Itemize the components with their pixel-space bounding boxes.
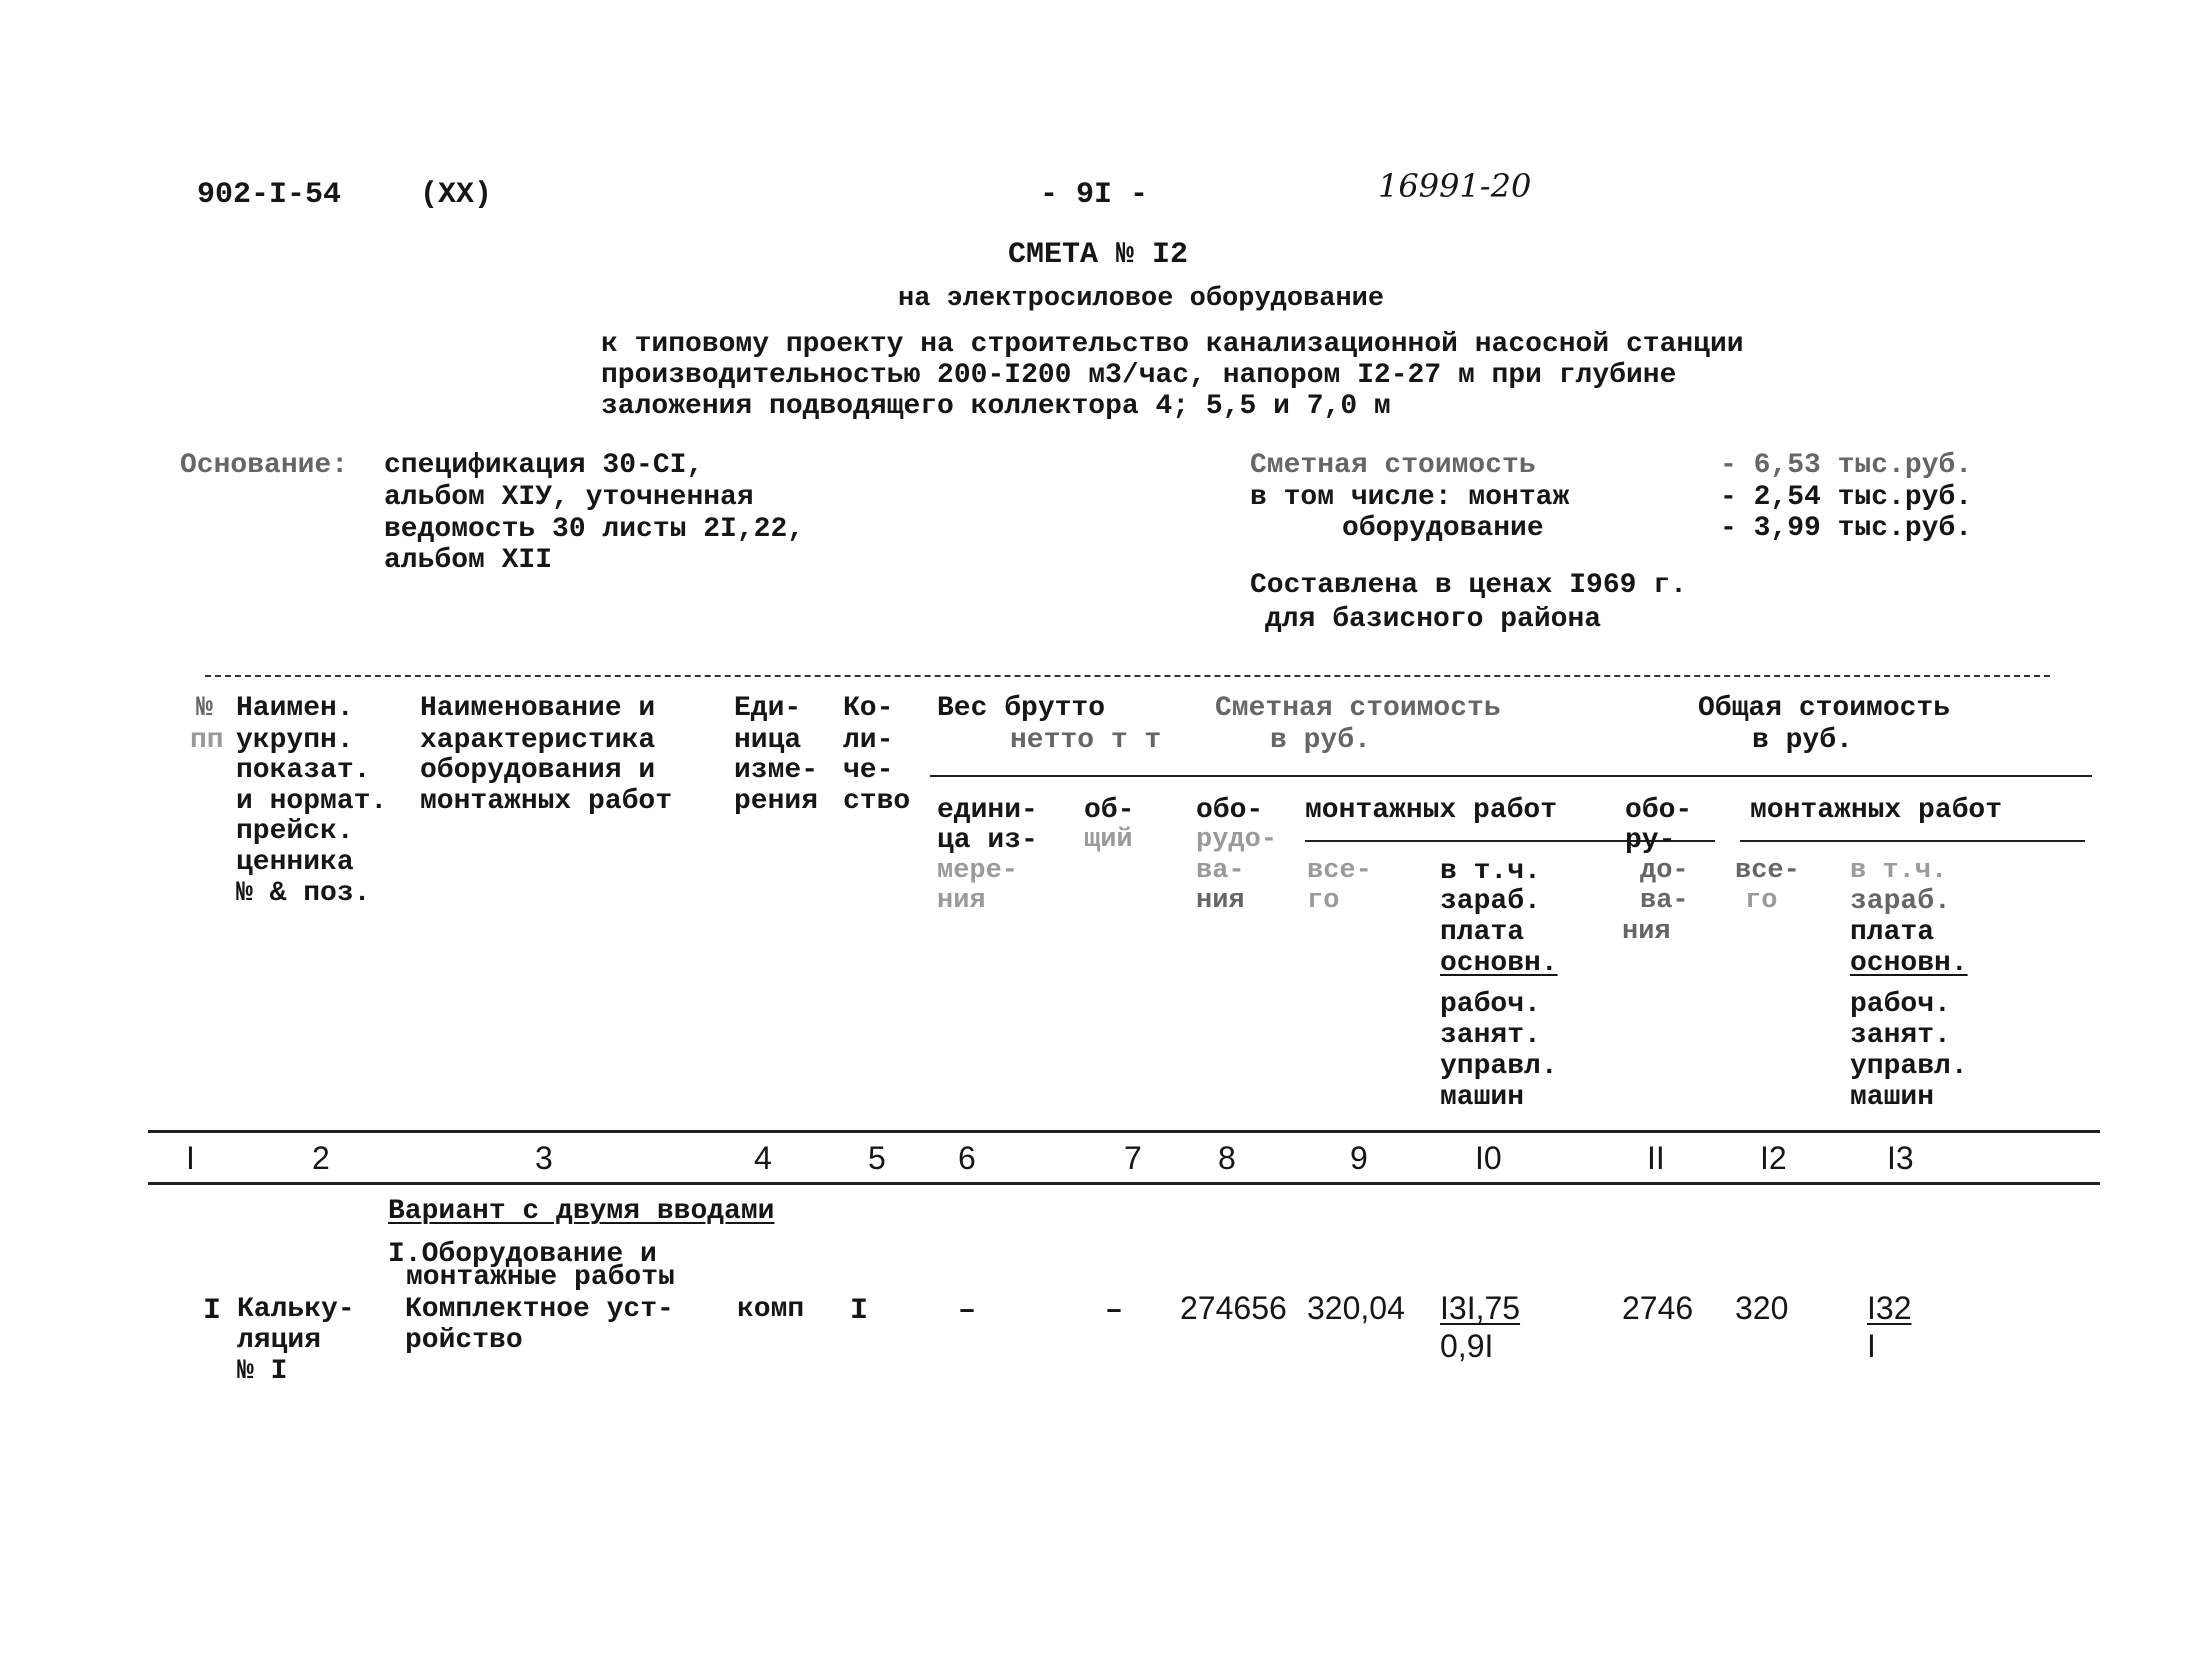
tot-equip-header: ния — [1622, 917, 1671, 947]
tot-incl-header: в т.ч. — [1850, 856, 1948, 886]
handwritten-reference: 16991-20 — [1378, 167, 1532, 205]
row-est-wage: I3I,75 — [1440, 1290, 1521, 1326]
est-incl-header: в т.ч. — [1440, 856, 1541, 887]
tot-equip-header: обо- — [1625, 795, 1693, 826]
est-equip-header: обо- — [1196, 795, 1264, 826]
weight-unit-header: мере- — [937, 856, 1019, 886]
total-cost-value: - 6,53 тыс.руб. — [1720, 450, 1973, 481]
col-header-num: № — [196, 693, 213, 724]
est-incl-header: машин — [1440, 1082, 1525, 1113]
col-header-ref: и нормат. — [236, 786, 388, 817]
col-header-unit: Еди- — [734, 693, 802, 724]
weight-total-header: щий — [1084, 825, 1133, 855]
prices-note-line-2: для базисного района — [1265, 604, 1602, 635]
est-equip-header: ва- — [1196, 856, 1245, 886]
col-header-ref: прейск. — [236, 816, 354, 847]
column-number: I2 — [1760, 1140, 1787, 1176]
series-code: (XX) — [420, 178, 493, 212]
total-cost-label: Сметная стоимость — [1250, 450, 1536, 481]
basis-line: спецификация 30-CI, — [384, 450, 704, 481]
tot-install-rule — [1740, 840, 2085, 842]
install-cost-value: - 2,54 тыс.руб. — [1720, 482, 1973, 513]
row-item-name: ройство — [405, 1325, 523, 1356]
column-number: I — [186, 1140, 195, 1176]
basis-line: ведомость 30 листы 2I,22, — [384, 514, 805, 545]
prices-note-line-1: Составлена в ценах I969 г. — [1250, 570, 1687, 601]
row-ref: № I — [237, 1356, 288, 1387]
equipment-cost-label: оборудование — [1342, 513, 1544, 544]
basis-line: альбом XIУ, уточненная — [384, 482, 754, 513]
title-line-1: к типовому проекту на строительство канализационной насосной станции — [601, 329, 1744, 360]
col-header-name: оборудования и — [420, 755, 656, 786]
row-unit: комп — [737, 1294, 805, 1325]
tot-incl-header: плата — [1850, 917, 1935, 948]
est-cost-group-header: Сметная стоимость — [1215, 693, 1501, 724]
col-header-ref: показат. — [236, 755, 371, 786]
row-tot-install: 320 — [1735, 1290, 1789, 1326]
title-line-2: производительностью 200-I200 м3/час, напором I2-27 м при глубине — [601, 360, 1677, 391]
est-incl-header: занят. — [1440, 1020, 1541, 1051]
row-qty: I — [850, 1294, 869, 1328]
col-header-ref: № & поз. — [236, 878, 371, 909]
column-number: I0 — [1475, 1140, 1502, 1176]
row-item-name: Комплектное уст- — [405, 1294, 674, 1325]
col-header-unit: изме- — [734, 755, 819, 786]
tot-incl-header: рабоч. — [1850, 989, 1951, 1020]
column-number: 9 — [1350, 1140, 1368, 1176]
col-header-unit: рения — [734, 786, 819, 817]
col-header-ref: Наимен. — [236, 693, 354, 724]
column-number: 3 — [535, 1140, 553, 1176]
est-equip-header: рудо- — [1196, 825, 1278, 855]
row-tot-wage: I32 — [1867, 1290, 1912, 1326]
row-weight-unit: – — [958, 1294, 977, 1328]
est-incl-header: плата — [1440, 917, 1525, 948]
row-tot-machine: I — [1867, 1328, 1876, 1364]
total-cost-group-header: в руб. — [1752, 725, 1853, 756]
est-install-all-header: го — [1307, 886, 1340, 916]
column-number: II — [1647, 1140, 1665, 1176]
tot-equip-header: ру- — [1625, 825, 1676, 856]
row-est-machine: 0,9I — [1440, 1328, 1494, 1364]
col-header-name: характеристика — [420, 725, 656, 756]
est-cost-group-header: в руб. — [1270, 725, 1371, 756]
basis-line: альбом XII — [384, 545, 553, 576]
col-header-name: Наименование и — [420, 693, 656, 724]
column-number: 6 — [958, 1140, 976, 1176]
document-subtitle: на электросиловое оборудование — [898, 284, 1385, 314]
col-header-qty: ли- — [843, 725, 894, 756]
tot-equip-header: до- — [1640, 856, 1689, 886]
tot-install-all-header: го — [1745, 886, 1778, 916]
tot-incl-header: управл. — [1850, 1051, 1968, 1082]
est-equip-header: ния — [1196, 886, 1245, 916]
variant-heading: Вариант с двумя вводами — [388, 1196, 775, 1227]
col-header-qty: ство — [843, 786, 911, 817]
est-incl-header: рабоч. — [1440, 989, 1541, 1020]
table-top-rule — [205, 675, 2050, 677]
tot-incl-header: зараб. — [1850, 886, 1951, 917]
row-ref: ляция — [237, 1325, 322, 1356]
col-numbers-rule — [148, 1182, 2100, 1185]
title-line-3: заложения подводящего коллектора 4; 5,5 и 7,0 м — [601, 391, 1391, 422]
col-header-qty: Ко- — [843, 693, 894, 724]
row-est-install: 320,04 — [1307, 1290, 1405, 1326]
doc-code: 902-I-54 — [197, 178, 342, 212]
row-weight-total: – — [1105, 1294, 1124, 1328]
col-header-ref: ценника — [236, 847, 354, 878]
col-header-ref: укрупн. — [236, 725, 354, 756]
subsection-heading: монтажные работы — [406, 1262, 675, 1293]
tot-incl-header: занят. — [1850, 1020, 1951, 1051]
column-number: 2 — [312, 1140, 330, 1176]
col-header-qty: че- — [843, 755, 894, 786]
est-install-header: монтажных работ — [1305, 795, 1558, 826]
tot-install-all-header: все- — [1735, 856, 1800, 886]
total-cost-group-header: Общая стоимость — [1698, 693, 1951, 724]
column-number: 8 — [1218, 1140, 1236, 1176]
document-title: СМЕТА № I2 — [1008, 238, 1189, 272]
basis-label: Основание: — [180, 450, 349, 481]
weight-total-header: об- — [1084, 795, 1135, 826]
header-subgroup-rule — [930, 775, 2092, 777]
tot-equip-header: ва- — [1640, 886, 1689, 916]
subsection-heading: I.Оборудование и — [388, 1239, 657, 1270]
tot-install-header: монтажных работ — [1750, 795, 2003, 826]
tot-incl-header: основн. — [1850, 948, 1968, 979]
est-install-all-header: все- — [1307, 856, 1372, 886]
est-incl-header: основн. — [1440, 948, 1558, 979]
column-number: 7 — [1124, 1140, 1142, 1176]
row-est-equipment: 274656 — [1180, 1290, 1287, 1326]
tot-incl-header: машин — [1850, 1082, 1935, 1113]
weight-unit-header: ца из- — [937, 825, 1038, 856]
est-incl-header: зараб. — [1440, 886, 1541, 917]
col-header-num: пп — [190, 725, 224, 756]
install-cost-label: в том числе: монтаж — [1250, 482, 1570, 513]
page-number: - 9I - — [1040, 178, 1149, 212]
weight-group-header: Вес брутто — [937, 693, 1106, 724]
row-tot-equipment: 2746 — [1622, 1290, 1694, 1326]
row-number: I — [203, 1294, 222, 1328]
est-incl-header: управл. — [1440, 1051, 1558, 1082]
header-bottom-rule — [148, 1130, 2100, 1133]
column-number: I3 — [1887, 1140, 1914, 1176]
col-header-unit: ница — [734, 725, 802, 756]
weight-group-header: нетто т т — [1010, 725, 1162, 756]
column-number: 4 — [754, 1140, 772, 1176]
row-ref: Кальку- — [237, 1294, 355, 1325]
weight-unit-header: едини- — [937, 795, 1038, 826]
column-number: 5 — [868, 1140, 886, 1176]
weight-unit-header: ния — [937, 886, 986, 916]
equipment-cost-value: - 3,99 тыс.руб. — [1720, 513, 1973, 544]
col-header-name: монтажных работ — [420, 786, 673, 817]
